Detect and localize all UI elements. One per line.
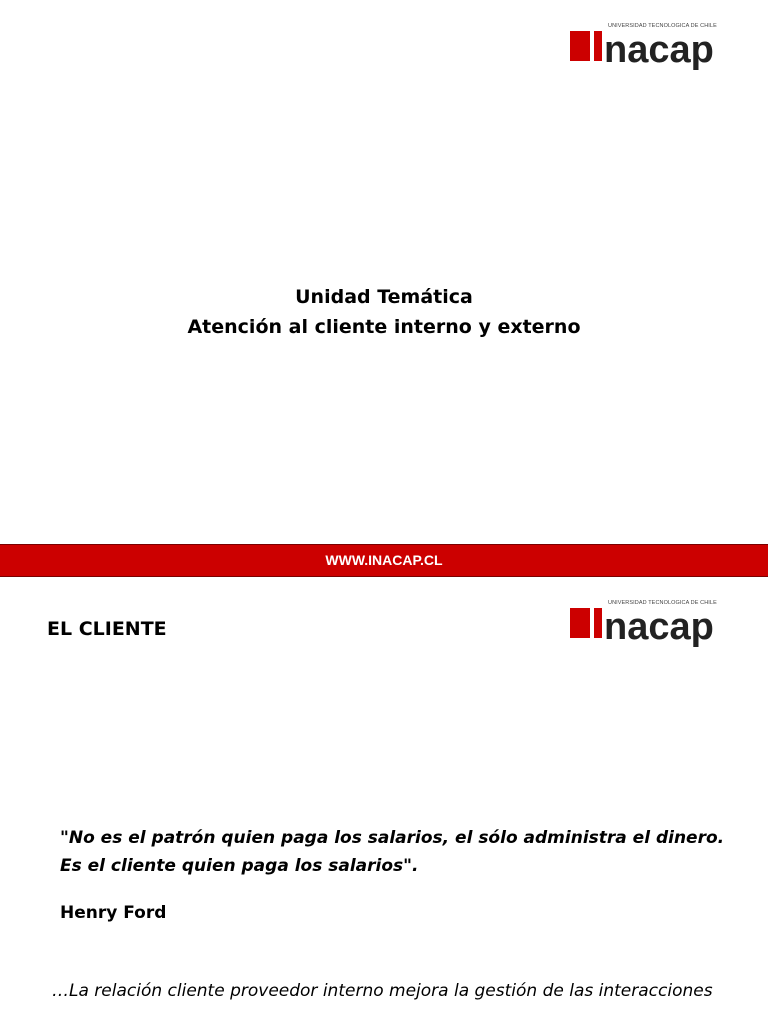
- quote-author: Henry Ford: [60, 903, 167, 923]
- slide-title-line-2: Atención al cliente interno y externo: [187, 316, 581, 338]
- inacap-logo-mark: [570, 608, 604, 638]
- slide-heading: EL CLIENTE: [47, 618, 167, 640]
- logo-tagline: UNIVERSIDAD TECNOLOGICA DE CHILE: [608, 600, 717, 606]
- logo-wordmark: nacap: [604, 606, 714, 648]
- inacap-logo-mark: [570, 31, 604, 61]
- inacap-logo: [570, 599, 735, 655]
- inacap-logo: [570, 22, 735, 78]
- content-slide: [0, 577, 768, 1024]
- slide-title-line-1: Unidad Temática: [295, 286, 473, 308]
- note-text: …La relación cliente proveedor interno mejora la gestión de las interacciones: [52, 981, 713, 1001]
- footer-url[interactable]: WWW.INACAP.CL: [325, 552, 443, 568]
- logo-tagline: UNIVERSIDAD TECNOLOGICA DE CHILE: [608, 23, 717, 29]
- footer-url-bar: [0, 544, 768, 577]
- logo-wordmark: nacap: [604, 29, 714, 71]
- quote-text: "No es el patrón quien paga los salarios, el sólo administra el dinero. Es el cliente quien paga los salarios".: [60, 828, 725, 876]
- slide-title: [0, 282, 768, 342]
